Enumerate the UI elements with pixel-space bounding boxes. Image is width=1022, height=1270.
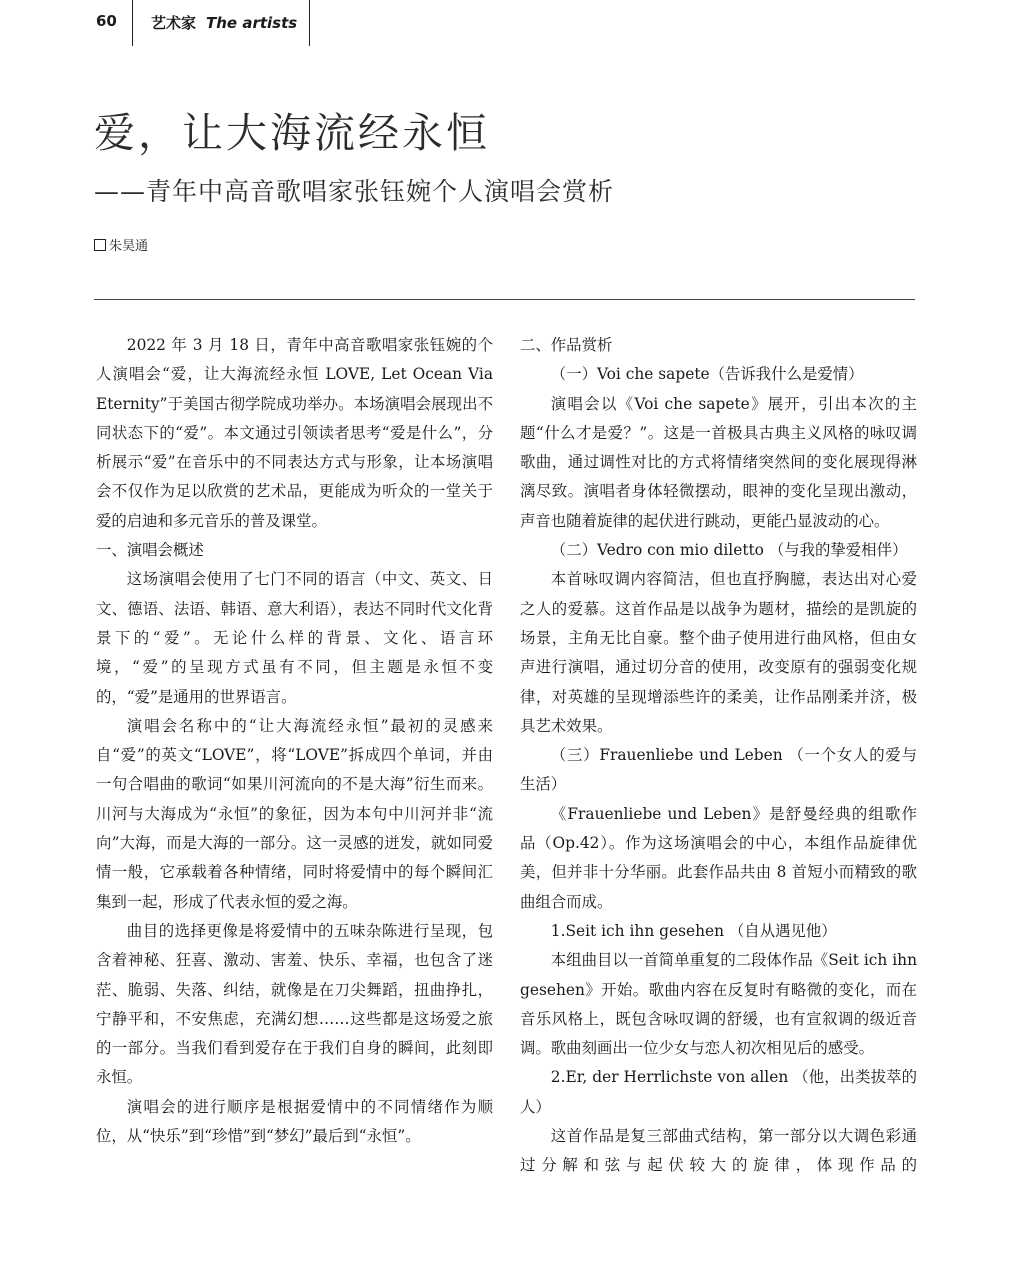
article-subtitle: ——青年中高音歌唱家张钰婉个人演唱会赏析	[94, 177, 615, 206]
subheading: 1.Seit ich ihn gesehen （自从遇见他）	[550, 921, 837, 940]
subheading: （三）Frauenliebe und Leben （一个女人的爱与生活）	[520, 746, 917, 794]
author-line	[94, 235, 148, 254]
magazine-name	[151, 12, 297, 33]
title-divider	[94, 299, 915, 300]
header-divider	[309, 0, 310, 46]
paragraph: 演唱会的进行顺序是根据爱情中的不同情绪作为顺位，从“快乐”到“珍惜”到“梦幻”最后到“永恒”。	[96, 1097, 493, 1146]
paragraph: 这场演唱会使用了七门不同的语言（中文、英文、日文、德语、法语、韩语、意大利语），表达不同时代文化背景下的“爱”。无论什么样的背景、文化、语言环境，“爱”的呈现方式虽有不同，但主题是永恒不变的，“爱”是通用的世界语言。	[96, 570, 493, 706]
paragraph: 这首作品是复三部曲式结构，第一部分以大调色彩通过分解和弦与起伏较大的旋律，体现作品的	[520, 1127, 917, 1175]
left-column	[96, 331, 493, 1151]
section-heading: 一、演唱会概述	[96, 541, 204, 560]
paragraph: 2022 年 3 月 18 日，青年中高音歌唱家张钰婉的个人演唱会“爱，让大海流经永恒 LOVE, Let Ocean Via Eternity”于美国古彻学院成功举办。本场演唱会展现出不同状态下的“爱”。本文通过引领读者思考“爱是什么”，分析展示“爱”在音乐中的不同表达方式与形象，让本场演唱会不仅作为足以欣赏的艺术品，更能成为听众的一堂关于爱的启迪和多元音乐的普及课堂。	[96, 336, 493, 530]
magazine-name-cn: 艺术家	[151, 14, 197, 32]
paragraph: 演唱会名称中的“让大海流经永恒”最初的灵感来自“爱”的英文“LOVE”，将“LOVE”拆成四个单词，并由一句合唱曲的歌词“如果川河流向的不是大海”衍生而来。川河与大海成为“永恒”的象征，因为本句中川河并非“流向”大海，而是大海的一部分。这一灵感的迸发，就如同爱情一般，它承载着各种情绪，同时将爱情中的每个瞬间汇集到一起，形成了代表永恒的爱之海。	[96, 716, 493, 911]
author-box-icon	[94, 239, 106, 251]
paragraph: 《Frauenliebe und Leben》是舒曼经典的组歌作品（Op.42）。作为这场演唱会的中心，本组作品旋律优美，但并非十分华丽。此套作品共由 8 首短小而精致的歌曲组合而成。	[520, 804, 917, 911]
paragraph: 曲目的选择更像是将爱情中的五味杂陈进行呈现，包含着神秘、狂喜、激动、害羞、快乐、幸福，也包含了迷茫、脆弱、失落、纠结，就像是在刀尖舞蹈，扭曲挣扎，宁静平和，不安焦虑，充满幻想……这些都是这场爱之旅的一部分。当我们看到爱存在于我们自身的瞬间，此刻即永恒。	[96, 921, 493, 1087]
right-column	[520, 331, 917, 1181]
author-name: 朱昊通	[109, 239, 149, 254]
magazine-name-en: The artists	[206, 14, 298, 32]
subheading: （一）Voi che sapete（告诉我什么是爱情）	[550, 365, 864, 384]
paragraph: 本组曲目以一首简单重复的二段体作品《Seit ich ihn gesehen》开始。歌曲内容在反复时有略微的变化，而在音乐风格上，既包含咏叹调的舒缓，也有宣叙调的级近音调。歌曲刻画出一位少女与恋人初次相见后的感受。	[520, 951, 917, 1058]
paragraph: 本首咏叹调内容简洁，但也直抒胸臆，表达出对心爱之人的爱慕。这首作品是以战争为题材，描绘的是凯旋的场景，主角无比自豪。整个曲子使用进行曲风格，但由女声进行演唱，通过切分音的使用，改变原有的强弱变化规律，对英雄的呈现增添些许的柔美，让作品刚柔并济，极具艺术效果。	[520, 570, 917, 735]
header-divider	[132, 0, 133, 46]
subheading: （二）Vedro con mio diletto （与我的挚爱相伴）	[550, 541, 908, 560]
section-heading: 二、作品赏析	[520, 336, 613, 354]
subheading: 2.Er, der Herrlichste von allen （他，出类拔萃的人）	[520, 1068, 917, 1116]
page-number: 60	[96, 12, 117, 30]
paragraph: 演唱会以《Voi che sapete》展开，引出本次的主题“什么才是爱？”。这是一首极具古典主义风格的咏叹调歌曲，通过调性对比的方式将情绪突然间的变化展现得淋漓尽致。演唱者身体轻微摆动，眼神的变化呈现出激动，声音也随着旋律的起伏进行跳动，更能凸显波动的心。	[520, 394, 917, 530]
article-title: 爱，让大海流经永恒	[94, 109, 490, 157]
page-header	[0, 0, 1022, 48]
